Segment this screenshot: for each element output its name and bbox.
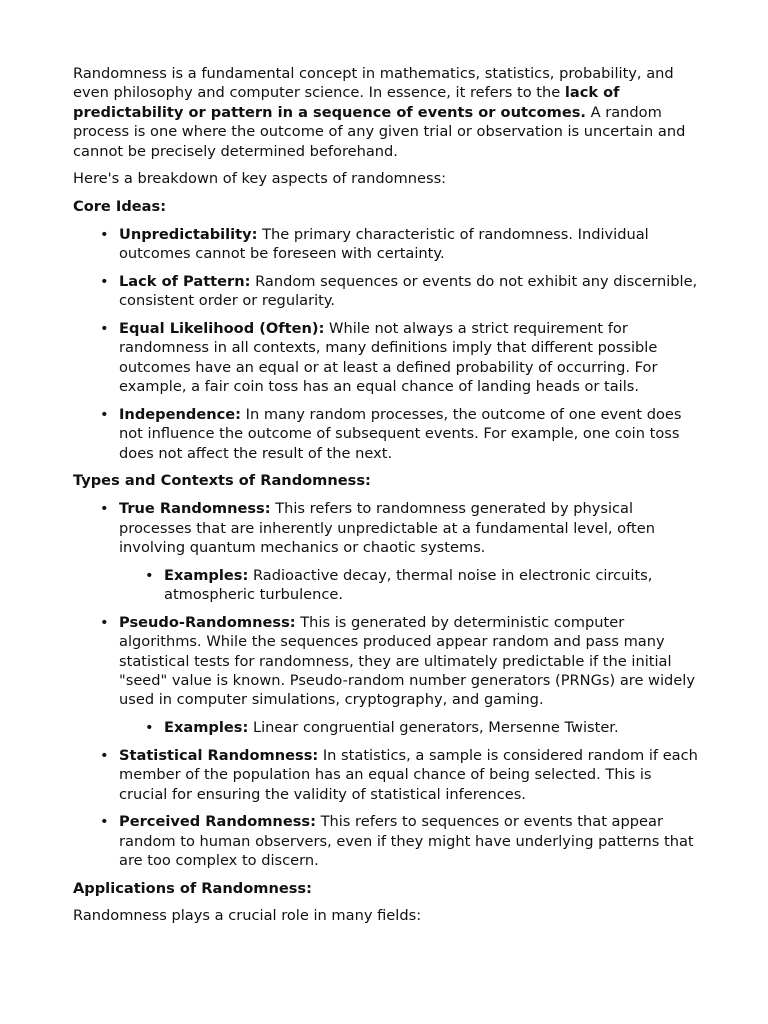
list-item-text: The primary characteristic of randomness. Individual outcomes cannot be foreseen with certainty. bbox=[119, 225, 649, 263]
bullet-icon: • bbox=[100, 746, 109, 764]
core-ideas-heading: Core Ideas: bbox=[73, 198, 167, 216]
list-item-term: True Randomness: bbox=[119, 500, 271, 518]
sub-list-item bbox=[145, 718, 698, 737]
intro-text-before: Randomness is a fundamental concept in mathematics, statistics, probability, and even philosophy and computer science. In essence, it refers to the bbox=[73, 65, 674, 102]
list-item-term: Equal Likelihood (Often): bbox=[119, 319, 325, 337]
list-item bbox=[100, 319, 698, 397]
list-item-text: While not always a strict requirement for randomness in all contexts, many definitions imply that different possible outcomes have an equal or at least a defined probability of occurring. For example, a fair coin toss has an equal chance of landing heads or tails. bbox=[119, 319, 658, 396]
sub-list-item-term: Examples: bbox=[164, 719, 249, 737]
applications-intro: Randomness plays a crucial role in many fields: bbox=[73, 907, 422, 925]
bullet-icon: • bbox=[100, 405, 109, 423]
list-item-text: In many random processes, the outcome of one event does not influence the outcome of subsequent events. For example, one coin toss does not affect the result of the next. bbox=[119, 405, 682, 462]
list-item-term: Independence: bbox=[119, 405, 242, 423]
sub-list-item-text: Linear congruential generators, Mersenne Twister. bbox=[248, 719, 619, 737]
document-page bbox=[73, 64, 698, 934]
list-item-text: This is generated by deterministic computer algorithms. While the sequences produced appear random and pass many statistical tests for randomness, they are ultimately predictable if the initial "seed" value is known. Pseudo-random number generators (PRNGs) are widely used in computer simulations, cryptography, and gaming. bbox=[119, 613, 695, 709]
list-item bbox=[100, 746, 698, 804]
breakdown-intro: Here's a breakdown of key aspects of randomness: bbox=[73, 170, 447, 188]
list-item bbox=[100, 499, 698, 604]
list-item bbox=[100, 272, 698, 311]
intro-text-after: A random process is one where the outcome of any given trial or observation is uncertain and cannot be precisely determined beforehand. bbox=[73, 103, 686, 160]
sub-list bbox=[119, 718, 698, 737]
sub-list-item bbox=[145, 566, 698, 605]
list-item bbox=[100, 812, 698, 870]
bullet-icon: • bbox=[145, 719, 154, 737]
bullet-icon: • bbox=[100, 272, 109, 290]
list-item-term: Statistical Randomness: bbox=[119, 746, 319, 764]
list-item bbox=[100, 405, 698, 463]
bullet-icon: • bbox=[100, 613, 109, 631]
bullet-icon: • bbox=[100, 813, 109, 831]
types-list bbox=[73, 499, 698, 870]
sub-list-item-term: Examples: bbox=[164, 566, 249, 584]
intro-bold-definition: lack of predictability or pattern in a sequence of events or outcomes. bbox=[73, 84, 620, 121]
list-item bbox=[100, 613, 698, 738]
applications-heading: Applications of Randomness: bbox=[73, 879, 312, 897]
sub-list bbox=[119, 566, 698, 605]
list-item-term: Perceived Randomness: bbox=[119, 813, 316, 831]
list-item-term: Lack of Pattern: bbox=[119, 272, 251, 290]
sub-list-item-text: Radioactive decay, thermal noise in electronic circuits, atmospheric turbulence. bbox=[164, 566, 653, 604]
list-item-term: Pseudo-Randomness: bbox=[119, 613, 296, 631]
bullet-icon: • bbox=[145, 566, 154, 584]
types-heading: Types and Contexts of Randomness: bbox=[73, 472, 371, 490]
intro-paragraph bbox=[73, 64, 698, 161]
list-item-term: Unpredictability: bbox=[119, 225, 258, 243]
list-item-text: This refers to randomness generated by physical processes that are inherently unpredictable at a fundamental level, often involving quantum mechanics or chaotic systems. bbox=[119, 500, 655, 556]
list-item-text: Random sequences or events do not exhibit any discernible, consistent order or regularity. bbox=[119, 272, 698, 310]
list-item-text: This refers to sequences or events that appear random to human observers, even if they might have underlying patterns that are too complex to discern. bbox=[119, 813, 694, 870]
bullet-icon: • bbox=[100, 225, 109, 243]
list-item-text: In statistics, a sample is considered random if each member of the population has an equal chance of being selected. This is crucial for ensuring the validity of statistical inferences. bbox=[119, 746, 698, 803]
list-item bbox=[100, 225, 698, 264]
core-ideas-list bbox=[73, 225, 698, 463]
bullet-icon: • bbox=[100, 319, 109, 337]
bullet-icon: • bbox=[100, 500, 109, 518]
